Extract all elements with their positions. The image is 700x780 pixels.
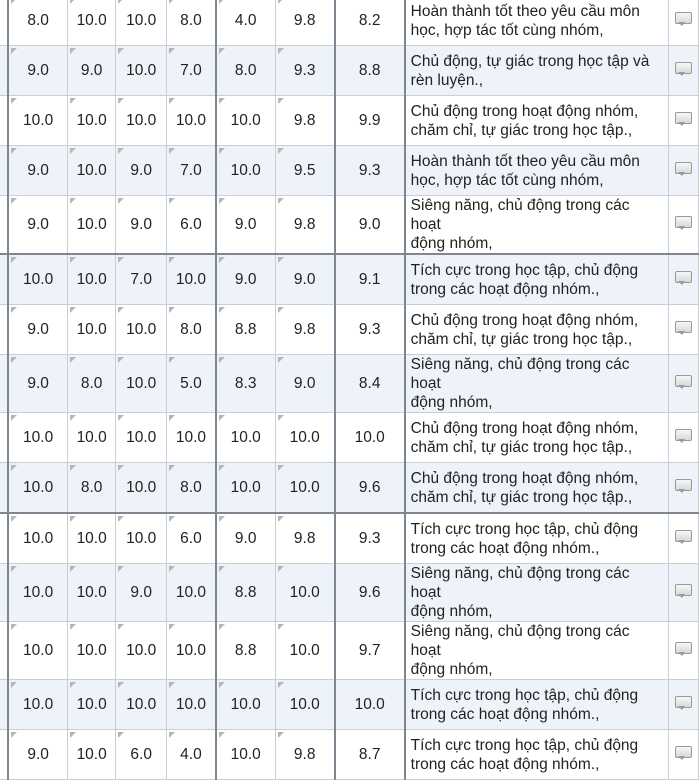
score-cell[interactable]: 6.0: [167, 196, 216, 255]
message-icon-tail: [678, 72, 685, 76]
score-cell[interactable]: 8.0: [167, 305, 216, 355]
average-cell: 8.4: [335, 355, 405, 413]
average-cell: 10.0: [335, 413, 405, 463]
score-cell[interactable]: 9.0: [8, 355, 68, 413]
row-action-cell: [669, 513, 699, 564]
comment-line: trong các hoạt động nhóm.,: [410, 705, 600, 723]
table-row: [0, 513, 699, 564]
average-cell: 8.7: [335, 730, 405, 780]
comment-cell[interactable]: [405, 680, 669, 730]
message-icon[interactable]: [675, 12, 691, 26]
score-cell[interactable]: 9.0: [216, 513, 276, 564]
comment-line: Tích cực trong học tập, chủ động: [410, 520, 639, 538]
comment-line: Tích cực trong học tập, chủ động: [410, 686, 639, 704]
message-icon-tail: [678, 594, 685, 598]
table-row: [0, 413, 699, 463]
score-cell[interactable]: 10.0: [116, 305, 167, 355]
table-row: [0, 305, 699, 355]
score-cell[interactable]: 9.8: [275, 96, 335, 146]
comment-cell[interactable]: [405, 463, 669, 514]
row-action-cell: [669, 463, 699, 514]
message-icon-tail: [678, 122, 685, 126]
score-cell[interactable]: 10.0: [167, 413, 216, 463]
row-edge: [0, 622, 8, 680]
comment-cell[interactable]: [405, 0, 669, 46]
average-cell: 9.7: [335, 622, 405, 680]
score-cell[interactable]: 10.0: [116, 355, 167, 413]
message-icon-tail: [678, 226, 685, 230]
comment-line: động nhóm,: [410, 661, 493, 678]
score-cell[interactable]: 9.0: [216, 254, 276, 305]
score-cell[interactable]: 9.0: [8, 730, 68, 780]
table-row: [0, 96, 699, 146]
score-cell[interactable]: 10.0: [68, 413, 116, 463]
row-edge: [0, 196, 8, 255]
comment-cell[interactable]: [405, 564, 669, 622]
score-cell[interactable]: 9.0: [8, 46, 68, 96]
row-edge: [0, 564, 8, 622]
score-cell[interactable]: 4.0: [216, 0, 276, 46]
score-cell[interactable]: 10.0: [8, 622, 68, 680]
comment-cell[interactable]: [405, 146, 669, 196]
score-cell[interactable]: 9.0: [216, 196, 276, 255]
score-cell[interactable]: 10.0: [275, 413, 335, 463]
comment-line: trong các hoạt động nhóm.,: [410, 755, 600, 773]
message-icon[interactable]: [675, 112, 691, 126]
comment-line: học, hợp tác tốt cùng nhóm,: [410, 171, 604, 189]
row-edge: [0, 0, 8, 46]
comment-cell[interactable]: [405, 254, 669, 305]
score-cell[interactable]: 9.0: [68, 46, 116, 96]
comment-cell[interactable]: [405, 305, 669, 355]
score-cell[interactable]: 10.0: [216, 730, 276, 780]
score-cell[interactable]: 10.0: [116, 96, 167, 146]
comment-line: Chủ động, tự giác trong học tập và: [410, 52, 650, 70]
score-cell[interactable]: 10.0: [116, 463, 167, 514]
message-icon[interactable]: [675, 216, 691, 230]
row-edge: [0, 513, 8, 564]
comment-line: trong các hoạt động nhóm.,: [410, 280, 600, 298]
average-cell: 9.1: [335, 254, 405, 305]
message-icon-tail: [678, 540, 685, 544]
row-edge: [0, 46, 8, 96]
table-row: [0, 0, 699, 46]
message-icon[interactable]: [675, 746, 691, 760]
row-edge: [0, 146, 8, 196]
score-cell[interactable]: 9.0: [8, 196, 68, 255]
table-row: [0, 680, 699, 730]
score-cell[interactable]: 8.0: [68, 463, 116, 514]
score-cell[interactable]: 8.0: [167, 463, 216, 514]
score-cell[interactable]: 8.0: [167, 0, 216, 46]
score-cell[interactable]: 8.8: [216, 622, 276, 680]
comment-line: rèn luyện.,: [410, 71, 484, 89]
average-cell: 8.8: [335, 46, 405, 96]
score-cell[interactable]: 9.8: [275, 0, 335, 46]
score-cell[interactable]: 9.0: [116, 196, 167, 255]
score-cell[interactable]: 10.0: [275, 622, 335, 680]
score-cell[interactable]: 10.0: [68, 254, 116, 305]
score-cell[interactable]: 8.8: [216, 305, 276, 355]
message-icon-tail: [678, 756, 685, 760]
comment-cell[interactable]: [405, 355, 669, 413]
row-action-cell: [669, 305, 699, 355]
average-cell: 9.6: [335, 463, 405, 514]
score-cell[interactable]: 9.0: [8, 146, 68, 196]
row-action-cell: [669, 254, 699, 305]
comment-cell[interactable]: [405, 513, 669, 564]
score-cell[interactable]: 10.0: [167, 680, 216, 730]
score-cell[interactable]: 8.0: [216, 46, 276, 96]
score-cell[interactable]: 9.8: [275, 513, 335, 564]
comment-line: Siêng năng, chủ động trong các hoạt: [410, 623, 630, 659]
score-cell[interactable]: 10.0: [116, 622, 167, 680]
message-icon-tail: [678, 385, 685, 389]
score-cell[interactable]: 10.0: [68, 146, 116, 196]
score-cell[interactable]: 10.0: [68, 564, 116, 622]
score-cell[interactable]: 10.0: [8, 680, 68, 730]
score-cell[interactable]: 10.0: [167, 254, 216, 305]
message-icon-tail: [678, 331, 685, 335]
table-row: [0, 146, 699, 196]
score-cell[interactable]: 9.5: [275, 146, 335, 196]
row-edge: [0, 355, 8, 413]
score-cell[interactable]: 10.0: [167, 564, 216, 622]
comment-line: chăm chỉ, tự giác trong học tập.,: [410, 488, 633, 506]
score-cell[interactable]: 10.0: [8, 413, 68, 463]
comment-line: Tích cực trong học tập, chủ động: [410, 261, 639, 279]
score-cell[interactable]: 10.0: [68, 622, 116, 680]
row-action-cell: [669, 680, 699, 730]
message-icon[interactable]: [675, 321, 691, 335]
score-cell[interactable]: 10.0: [216, 413, 276, 463]
average-cell: 10.0: [335, 680, 405, 730]
table-row: [0, 46, 699, 96]
score-cell[interactable]: 9.0: [116, 564, 167, 622]
comment-line: Hoàn thành tốt theo yêu cầu môn: [410, 152, 640, 170]
score-cell[interactable]: 10.0: [116, 46, 167, 96]
comment-line: chăm chỉ, tự giác trong học tập.,: [410, 330, 633, 348]
message-icon-tail: [678, 439, 685, 443]
message-icon[interactable]: [675, 62, 691, 76]
average-cell: 9.6: [335, 564, 405, 622]
comment-line: động nhóm,: [410, 235, 493, 252]
score-cell[interactable]: 10.0: [68, 196, 116, 255]
score-cell[interactable]: 10.0: [216, 680, 276, 730]
row-edge: [0, 680, 8, 730]
row-action-cell: [669, 622, 699, 680]
message-icon-tail: [678, 489, 685, 493]
score-cell[interactable]: 7.0: [167, 46, 216, 96]
average-cell: 9.9: [335, 96, 405, 146]
message-icon-tail: [678, 22, 685, 26]
score-cell[interactable]: 4.0: [167, 730, 216, 780]
table-row: [0, 355, 699, 413]
comment-cell[interactable]: [405, 413, 669, 463]
row-edge: [0, 305, 8, 355]
score-cell[interactable]: 9.3: [275, 46, 335, 96]
row-edge: [0, 96, 8, 146]
message-icon[interactable]: [675, 584, 691, 598]
row-action-cell: [669, 146, 699, 196]
score-cell[interactable]: 10.0: [275, 463, 335, 514]
average-cell: 9.3: [335, 305, 405, 355]
row-edge: [0, 413, 8, 463]
score-cell[interactable]: 10.0: [216, 146, 276, 196]
score-cell[interactable]: 10.0: [116, 0, 167, 46]
score-cell[interactable]: 9.8: [275, 730, 335, 780]
comment-line: Siêng năng, chủ động trong các hoạt: [410, 565, 630, 601]
score-cell[interactable]: 6.0: [167, 513, 216, 564]
message-icon[interactable]: [675, 271, 691, 285]
score-cell[interactable]: 10.0: [8, 564, 68, 622]
comment-line: Chủ động trong hoạt động nhóm,: [410, 419, 639, 437]
message-icon[interactable]: [675, 479, 691, 493]
table-row: [0, 622, 699, 680]
message-icon[interactable]: [675, 375, 691, 389]
row-action-cell: [669, 196, 699, 255]
score-cell[interactable]: 9.0: [275, 355, 335, 413]
score-cell[interactable]: 5.0: [167, 355, 216, 413]
score-cell[interactable]: 10.0: [216, 463, 276, 514]
comment-line: động nhóm,: [410, 603, 493, 620]
comment-line: chăm chỉ, tự giác trong học tập.,: [410, 121, 633, 139]
comment-line: động nhóm,: [410, 394, 493, 411]
score-cell[interactable]: 8.0: [8, 0, 68, 46]
score-cell[interactable]: 9.0: [8, 305, 68, 355]
message-icon-tail: [678, 706, 685, 710]
score-cell[interactable]: 7.0: [167, 146, 216, 196]
message-icon-tail: [678, 172, 685, 176]
row-action-cell: [669, 96, 699, 146]
score-cell[interactable]: 10.0: [275, 564, 335, 622]
comment-cell[interactable]: [405, 196, 669, 255]
score-cell[interactable]: 10.0: [8, 463, 68, 514]
score-cell[interactable]: 9.8: [275, 196, 335, 255]
score-cell[interactable]: 10.0: [167, 622, 216, 680]
message-icon[interactable]: [675, 429, 691, 443]
message-icon[interactable]: [675, 530, 691, 544]
row-action-cell: [669, 355, 699, 413]
comment-cell[interactable]: [405, 46, 669, 96]
score-cell[interactable]: 7.0: [116, 254, 167, 305]
row-action-cell: [669, 413, 699, 463]
score-cell[interactable]: 10.0: [68, 680, 116, 730]
score-cell[interactable]: 6.0: [116, 730, 167, 780]
score-cell[interactable]: 8.3: [216, 355, 276, 413]
score-cell[interactable]: 10.0: [68, 96, 116, 146]
comment-line: Chủ động trong hoạt động nhóm,: [410, 311, 639, 329]
score-cell[interactable]: 10.0: [68, 730, 116, 780]
score-cell[interactable]: 10.0: [68, 513, 116, 564]
score-cell[interactable]: 10.0: [68, 305, 116, 355]
score-cell[interactable]: 10.0: [8, 513, 68, 564]
comment-line: Chủ động trong hoạt động nhóm,: [410, 469, 639, 487]
score-cell[interactable]: 9.0: [116, 146, 167, 196]
row-action-cell: [669, 0, 699, 46]
comment-line: Siêng năng, chủ động trong các hoạt: [410, 356, 630, 392]
score-cell[interactable]: 10.0: [167, 96, 216, 146]
row-edge: [0, 254, 8, 305]
message-icon-tail: [678, 281, 685, 285]
table-row: [0, 564, 699, 622]
table-row: [0, 463, 699, 514]
score-cell[interactable]: 10.0: [116, 680, 167, 730]
message-icon[interactable]: [675, 642, 691, 656]
score-cell[interactable]: 10.0: [8, 254, 68, 305]
message-icon[interactable]: [675, 162, 691, 176]
score-cell[interactable]: 9.0: [275, 254, 335, 305]
table-row: [0, 196, 699, 255]
score-cell[interactable]: 10.0: [68, 0, 116, 46]
average-cell: 9.3: [335, 513, 405, 564]
score-cell[interactable]: 8.8: [216, 564, 276, 622]
comment-line: Chủ động trong hoạt động nhóm,: [410, 102, 639, 120]
average-cell: 9.3: [335, 146, 405, 196]
average-cell: 8.2: [335, 0, 405, 46]
score-cell[interactable]: 10.0: [116, 513, 167, 564]
row-action-cell: [669, 46, 699, 96]
comment-line: trong các hoạt động nhóm.,: [410, 539, 600, 557]
message-icon-tail: [678, 652, 685, 656]
score-cell[interactable]: 8.0: [68, 355, 116, 413]
score-cell[interactable]: 9.8: [275, 305, 335, 355]
comment-cell[interactable]: [405, 96, 669, 146]
comment-line: Siêng năng, chủ động trong các hoạt: [410, 197, 630, 233]
comment-line: Tích cực trong học tập, chủ động: [410, 736, 639, 754]
score-cell[interactable]: 10.0: [8, 96, 68, 146]
average-cell: 9.0: [335, 196, 405, 255]
comment-line: chăm chỉ, tự giác trong học tập.,: [410, 438, 633, 456]
score-cell[interactable]: 10.0: [275, 680, 335, 730]
score-cell[interactable]: 10.0: [116, 413, 167, 463]
row-action-cell: [669, 564, 699, 622]
comment-line: Hoàn thành tốt theo yêu cầu môn: [410, 2, 640, 20]
score-cell[interactable]: 10.0: [216, 96, 276, 146]
table-row: [0, 254, 699, 305]
row-edge: [0, 463, 8, 514]
comment-line: học, hợp tác tốt cùng nhóm,: [410, 21, 604, 39]
comment-cell[interactable]: [405, 622, 669, 680]
message-icon[interactable]: [675, 696, 691, 710]
